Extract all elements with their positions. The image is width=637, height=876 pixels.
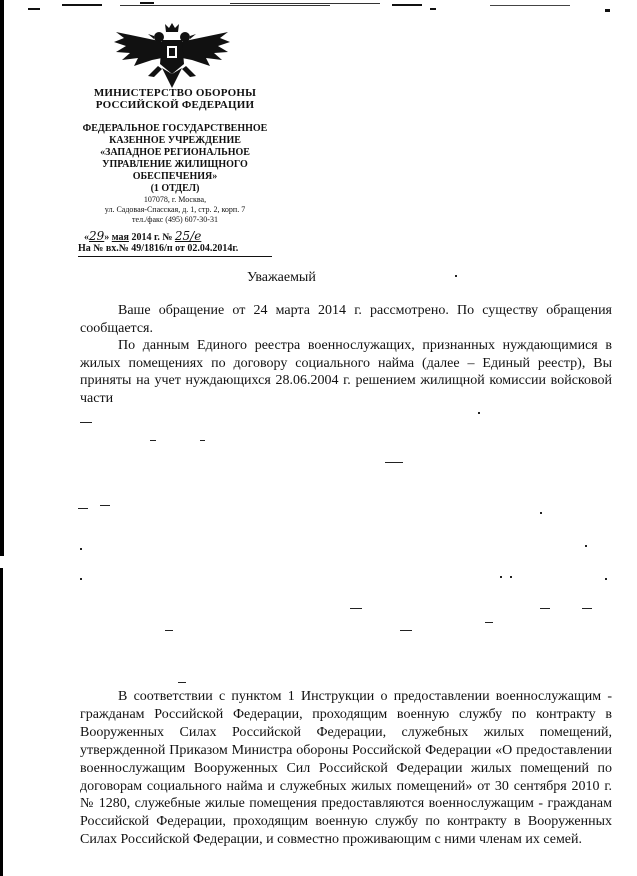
greeting: Уважаемый (247, 270, 316, 285)
redaction-mark (100, 505, 110, 506)
postcode: 107078, г. Москва, (143, 195, 207, 204)
agency-line: ОБЕСПЕЧЕНИЯ» (132, 171, 218, 182)
body-paragraph-1: Ваше обращение от 24 марта 2014 г. рассмотрено. По существу обращения сообщается. (80, 303, 612, 336)
phone: тел./факс (495) 607-30-31 (132, 215, 218, 224)
redaction-mark (585, 545, 587, 547)
letterhead (60, 87, 290, 225)
redaction-mark (350, 608, 362, 609)
reference-line (78, 243, 238, 254)
body-paragraph-3: В соответствии с пунктом 1 Инструкции о предоставлении военнослужащим - гражданам Российской Федерации, проходящим военную службу по контракту в Вооруженных Силах Российской Федерации, служебных жилых помещений, утвержденной Приказом Министра обороны Российской Федерации «О предоставлении военнослужащим Вооруженных Сил Российской Федерации жилых помещений по договорам социального найма и служебных жилых помещений» от 30 сентября 2010 г. № 1280, служебные жилые помещения предоставляются военнослужащим - гражданам Российской Федерации, проходящим военную службу по контракту в Вооруженных Силах Российской Федерации, и совместно проживающим с ними членам их семей. (80, 689, 612, 848)
number-label: № (162, 232, 173, 243)
scan-left-edge-lower (0, 568, 3, 876)
redaction-mark (540, 608, 550, 609)
redaction-mark (80, 422, 92, 423)
redaction-mark (510, 576, 512, 578)
reference-label: На № (78, 243, 104, 254)
redaction-mark (485, 622, 493, 623)
document-date (84, 229, 201, 243)
date-open-quote: « (84, 232, 89, 243)
redaction-mark (500, 576, 502, 578)
redaction-mark (80, 548, 82, 550)
date-day: 29 (89, 229, 105, 243)
ministry-name-line2: РОССИЙСКОЙ ФЕДЕРАЦИИ (95, 99, 255, 111)
agency-line: КАЗЕННОЕ УЧРЕЖДЕНИЕ (109, 135, 241, 146)
redaction-mark (540, 512, 542, 514)
redaction-mark (605, 578, 607, 580)
reference-text: вх.№ 49/1816/п от 02.04.2014г. (105, 243, 239, 254)
reference-underline (78, 256, 272, 257)
redaction-mark (78, 508, 88, 509)
agency-line: ФЕДЕРАЛЬНОЕ ГОСУДАРСТВЕННОЕ (82, 123, 268, 134)
redaction-mark (80, 578, 82, 580)
scan-left-edge (0, 0, 4, 556)
agency-line: «ЗАПАДНОЕ РЕГИОНАЛЬНОЕ (100, 147, 250, 158)
redaction-mark (165, 630, 173, 631)
address: ул. Садовая-Спасская, д. 1, стр. 2, корп. 7 (104, 205, 246, 214)
agency-line: УПРАВЛЕНИЕ ЖИЛИЩНОГО (102, 159, 248, 170)
date-year: 2014 г. (131, 232, 160, 243)
body-paragraph-2: По данным Единого реестра военнослужащих, признанных нуждающимися в жилых помещениях по договору социального найма (далее – Единый реестр), Вы приняты на учет нуждающихся 28.06.2004 г. решением жилищной комиссии войсковой части (80, 338, 612, 406)
ministry-name-line1: МИНИСТЕРСТВО ОБОРОНЫ (93, 87, 257, 99)
scan-top-edge-noise (0, 0, 637, 14)
redaction-mark (178, 682, 186, 683)
redaction-mark (385, 462, 403, 463)
redaction-mark (150, 440, 156, 441)
date-month: мая (111, 232, 129, 243)
date-close-quote: » (104, 232, 110, 243)
double-headed-eagle-icon (112, 22, 232, 90)
redaction-mark (200, 440, 205, 441)
redaction-mark (455, 275, 457, 277)
redaction-mark (582, 608, 592, 609)
redaction-mark (478, 412, 480, 414)
redaction-mark (400, 630, 412, 631)
agency-name (60, 123, 290, 183)
department: (1 ОТДЕЛ) (150, 183, 200, 194)
document-number: 25/е (174, 229, 202, 243)
